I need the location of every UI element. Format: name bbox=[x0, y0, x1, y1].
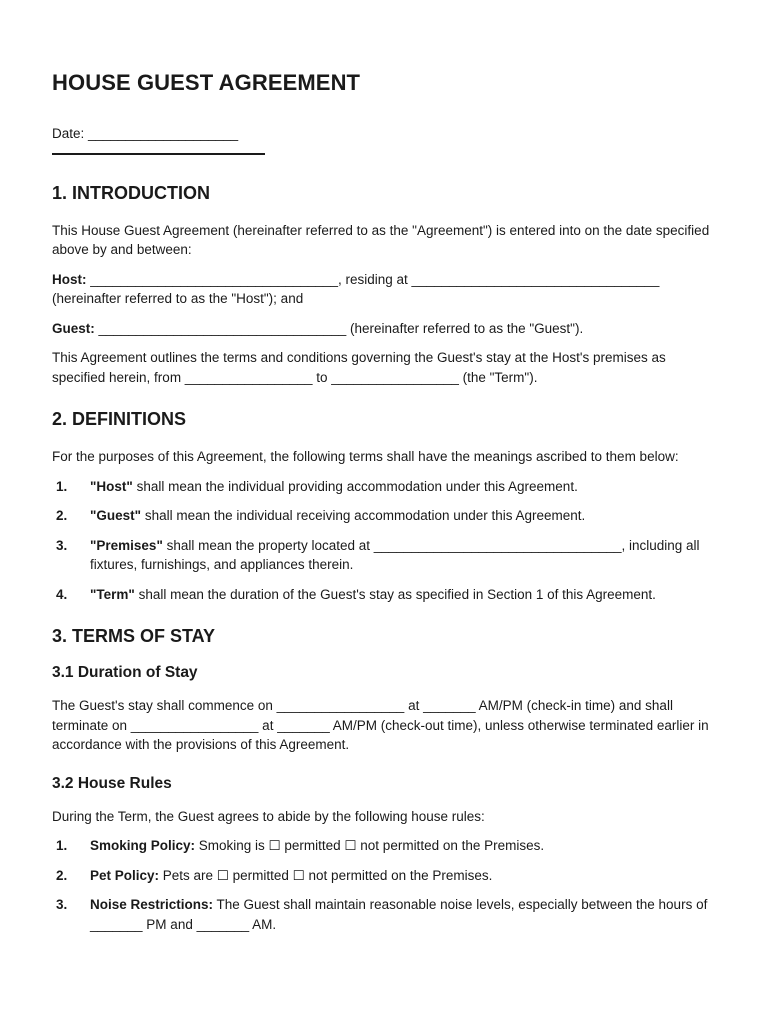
definitions-heading: 2. DEFINITIONS bbox=[52, 409, 187, 429]
definitions-list bbox=[52, 477, 718, 605]
definition-term: "Premises" bbox=[90, 537, 163, 553]
definition-item bbox=[52, 585, 718, 605]
document-title: HOUSE GUEST AGREEMENT bbox=[52, 70, 361, 95]
introduction-paragraph: This House Guest Agreement (hereinafter referred to as the "Agreement") is entered into on the date specified above by and between: bbox=[52, 222, 710, 257]
rule-text: The Guest shall maintain reasonable noise levels, especially between the hours of _______ PM and _______ AM. bbox=[90, 897, 708, 932]
rule-text: Smoking is ☐ permitted ☐ not permitted on the Premises. bbox=[195, 838, 545, 853]
definition-item bbox=[52, 477, 718, 497]
section-definitions bbox=[52, 409, 718, 604]
definition-term: "Guest" bbox=[90, 508, 142, 523]
definitions-intro: For the purposes of this Agreement, the following terms shall have the meanings ascribed to them below: bbox=[52, 449, 679, 464]
guest-label: Guest: bbox=[52, 320, 95, 336]
house-rules-intro: During the Term, the Guest agrees to abide by the following house rules: bbox=[52, 808, 485, 824]
terms-heading: 3. TERMS OF STAY bbox=[52, 626, 216, 646]
host-line bbox=[52, 270, 718, 309]
date-line: Date: ____________________ bbox=[52, 126, 239, 141]
section-introduction bbox=[52, 183, 718, 388]
date-divider bbox=[52, 153, 265, 155]
definition-text: shall mean the property located at _________________________________, including all fixtures, furnishings, and appliances therein. bbox=[90, 537, 700, 572]
rule-term: Smoking Policy: bbox=[90, 838, 196, 853]
guest-line bbox=[52, 319, 718, 339]
definition-text: shall mean the duration of the Guest's stay as specified in Section 1 of this Agreement. bbox=[134, 586, 656, 602]
rule-text: Pets are ☐ permitted ☐ not permitted on the Premises. bbox=[159, 867, 493, 883]
definition-text: shall mean the individual providing accommodation under this Agreement. bbox=[132, 478, 578, 494]
house-rules-heading: 3.2 House Rules bbox=[52, 774, 172, 792]
duration-heading: 3.1 Duration of Stay bbox=[52, 664, 198, 681]
definition-number: 1. bbox=[56, 478, 68, 494]
section-terms-of-stay bbox=[52, 626, 718, 934]
definition-text: shall mean the individual receiving accommodation under this Agreement. bbox=[141, 508, 586, 523]
definition-number: 3. bbox=[56, 537, 68, 553]
definition-term: "Term" bbox=[90, 586, 135, 602]
host-label: Host: bbox=[52, 271, 87, 287]
rule-term: Noise Restrictions: bbox=[90, 897, 214, 912]
definition-number: 2. bbox=[56, 508, 68, 523]
rule-number: 3. bbox=[56, 897, 68, 912]
rule-item bbox=[52, 895, 718, 934]
rule-term: Pet Policy: bbox=[90, 867, 160, 883]
definition-term: "Host" bbox=[90, 478, 133, 494]
term-paragraph: This Agreement outlines the terms and conditions governing the Guest's stay at the Host's premises as specified herein, from _________________ to _________________ (the "Term"). bbox=[52, 350, 666, 385]
duration-paragraph: The Guest's stay shall commence on _________________ at _______ AM/PM (check-in time) and shall terminate on _________________ at _______ AM/PM (check-out time), unless otherwise terminated earlier in accordance with the provisions of this Agreement. bbox=[52, 698, 709, 752]
definition-item bbox=[52, 506, 718, 526]
introduction-heading: 1. INTRODUCTION bbox=[52, 182, 211, 203]
rule-item bbox=[52, 866, 718, 886]
definition-number: 4. bbox=[56, 586, 68, 602]
host-text: _________________________________, residing at _________________________________ (hereinafter referred to as the "Host"); and bbox=[52, 271, 660, 306]
definition-item bbox=[52, 536, 718, 575]
rule-number: 2. bbox=[56, 867, 68, 883]
house-rules-list bbox=[52, 836, 718, 934]
guest-text: _________________________________ (hereinafter referred to as the "Guest"). bbox=[94, 320, 584, 336]
rule-number: 1. bbox=[56, 838, 68, 853]
rule-item bbox=[52, 836, 718, 856]
